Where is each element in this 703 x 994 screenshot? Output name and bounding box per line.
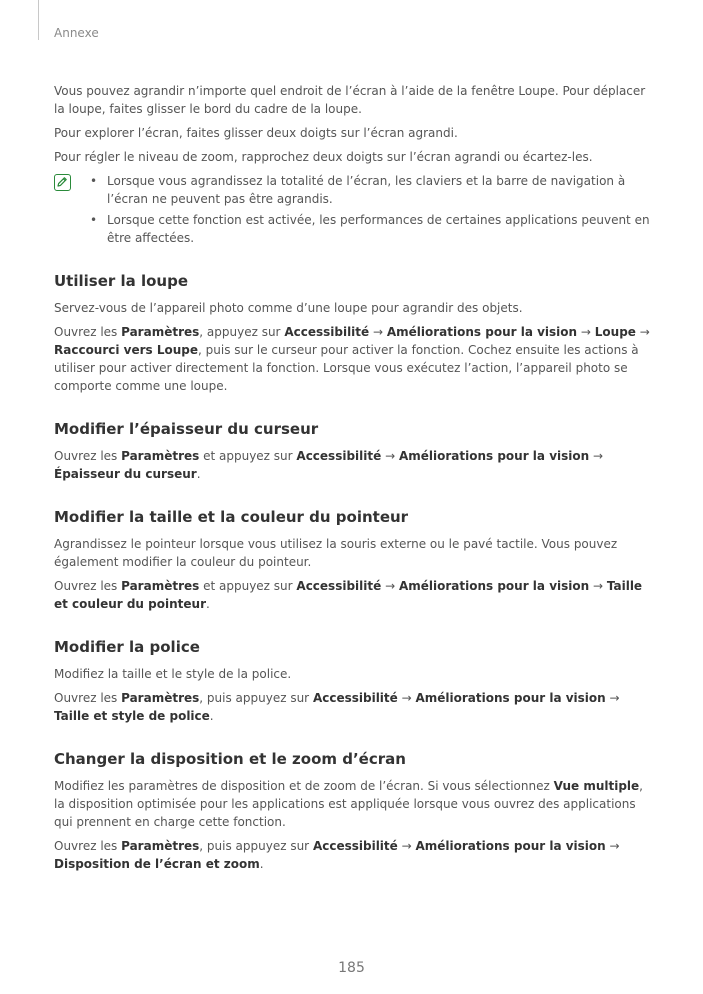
menu-path-term: Accessibilité [284, 325, 370, 339]
text-run: , la disposition optimisée pour les applications est appliquée lorsque vous ouvrez des applications qui prennent en charge cette fonction. [54, 779, 643, 829]
menu-path-term: Améliorations pour la vision [415, 839, 606, 853]
header-divider [38, 0, 39, 40]
text-run: . [196, 467, 201, 481]
menu-path-term: Améliorations pour la vision [398, 449, 590, 463]
section-title: Utiliser la loupe [54, 272, 189, 290]
text-run: Ouvrez les [54, 691, 122, 705]
intro-paragraph: Pour explorer l’écran, faites glisser deux doigts sur l’écran agrandi. [54, 126, 458, 140]
text-run: et appuyez sur [199, 579, 297, 593]
text-run: → [589, 449, 604, 463]
menu-path-term: Paramètres [121, 691, 200, 705]
intro-paragraph: Vous pouvez agrandir n’importe quel endroit de l’écran à l’aide de la fenêtre Loupe. Pour déplacer la loupe, faites glisser le bord du cadre de la loupe. [54, 84, 646, 116]
menu-path-term: Épaisseur du curseur [54, 467, 197, 481]
section-paragraph [54, 837, 650, 873]
note-bullet: • Lorsque vous agrandissez la totalité de l’écran, les claviers et la barre de navigation à l’écran ne peuvent pas être agrandis. [107, 172, 650, 208]
menu-path-term: Vue multiple [553, 779, 640, 793]
note-bullet: • Lorsque cette fonction est activée, les performances de certaines applications peuvent en être affectées. [107, 211, 650, 247]
section-paragraph [54, 299, 650, 317]
menu-path-term: Paramètres [121, 839, 200, 853]
section-title: Modifier la taille et la couleur du pointeur [54, 508, 409, 526]
text-run: et appuyez sur [199, 449, 297, 463]
menu-path-term: Améliorations pour la vision [398, 579, 590, 593]
menu-path-term: Loupe [594, 325, 636, 339]
text-run: → [381, 579, 399, 593]
text-run: . [259, 857, 264, 871]
menu-path-term: Accessibilité [312, 839, 398, 853]
menu-path-term: Accessibilité [296, 579, 382, 593]
text-run: → [577, 325, 595, 339]
sections-container [54, 271, 650, 873]
section-title: Modifier l’épaisseur du curseur [54, 420, 319, 438]
text-run: Ouvrez les [54, 449, 122, 463]
menu-path-term: Paramètres [121, 579, 200, 593]
text-run: → [369, 325, 387, 339]
intro-paragraph: Pour régler le niveau de zoom, rapprochez deux doigts sur l’écran agrandi ou écartez-les. [54, 150, 593, 164]
menu-path-term: Taille et couleur du pointeur [54, 579, 643, 611]
note-list [54, 172, 650, 247]
section-paragraph [54, 665, 650, 683]
text-run: Servez-vous de l’appareil photo comme d’une loupe pour agrandir des objets. [54, 301, 523, 315]
text-run: Modifiez la taille et le style de la police. [54, 667, 292, 681]
note-box [54, 172, 650, 247]
text-run: Ouvrez les [54, 579, 122, 593]
section-paragraph [54, 577, 650, 613]
section-title: Modifier la police [54, 638, 200, 656]
text-run: → [397, 691, 416, 705]
menu-path-term: Taille et style de police [54, 709, 210, 723]
section-title: Changer la disposition et le zoom d’écran [54, 750, 406, 768]
section-paragraph [54, 777, 650, 831]
text-run: Agrandissez le pointeur lorsque vous utilisez la souris externe ou le pavé tactile. Vous pouvez également modifier la couleur du pointeur. [54, 537, 618, 569]
menu-path-term: Améliorations pour la vision [415, 691, 606, 705]
text-run: , puis appuyez sur [199, 839, 313, 853]
text-run: → [589, 579, 607, 593]
text-run: Ouvrez les [54, 839, 122, 853]
menu-path-term: Accessibilité [296, 449, 382, 463]
section-paragraph [54, 689, 650, 725]
menu-path-term: Raccourci vers Loupe [54, 343, 199, 357]
text-run: → [397, 839, 416, 853]
menu-path-term: Accessibilité [312, 691, 398, 705]
text-run: → [635, 325, 650, 339]
section-paragraph [54, 535, 650, 571]
section-paragraph [54, 447, 650, 483]
menu-path-term: Paramètres [121, 325, 200, 339]
section-header: Annexe [54, 26, 99, 40]
page-number: 185 [338, 960, 365, 976]
menu-path-term: Paramètres [121, 449, 200, 463]
text-run: Ouvrez les [54, 325, 122, 339]
text-run: Modifiez les paramètres de disposition et de zoom de l’écran. Si vous sélectionnez [54, 779, 554, 793]
text-run: → [605, 691, 620, 705]
menu-path-term: Disposition de l’écran et zoom [54, 857, 260, 871]
text-run: , puis sur le curseur pour activer la fonction. Cochez ensuite les actions à utiliser pour activer directement la fonction. Lorsque vous exécutez l’action, l’appareil photo se comporte comme une loupe. [54, 343, 639, 393]
page-content [54, 82, 650, 879]
text-run: . [205, 597, 210, 611]
text-run: , puis appuyez sur [199, 691, 313, 705]
text-run: , appuyez sur [199, 325, 285, 339]
note-pencil-icon [54, 174, 71, 191]
section-paragraph [54, 323, 650, 395]
text-run: → [381, 449, 399, 463]
text-run: → [605, 839, 620, 853]
menu-path-term: Améliorations pour la vision [386, 325, 578, 339]
text-run: . [209, 709, 214, 723]
